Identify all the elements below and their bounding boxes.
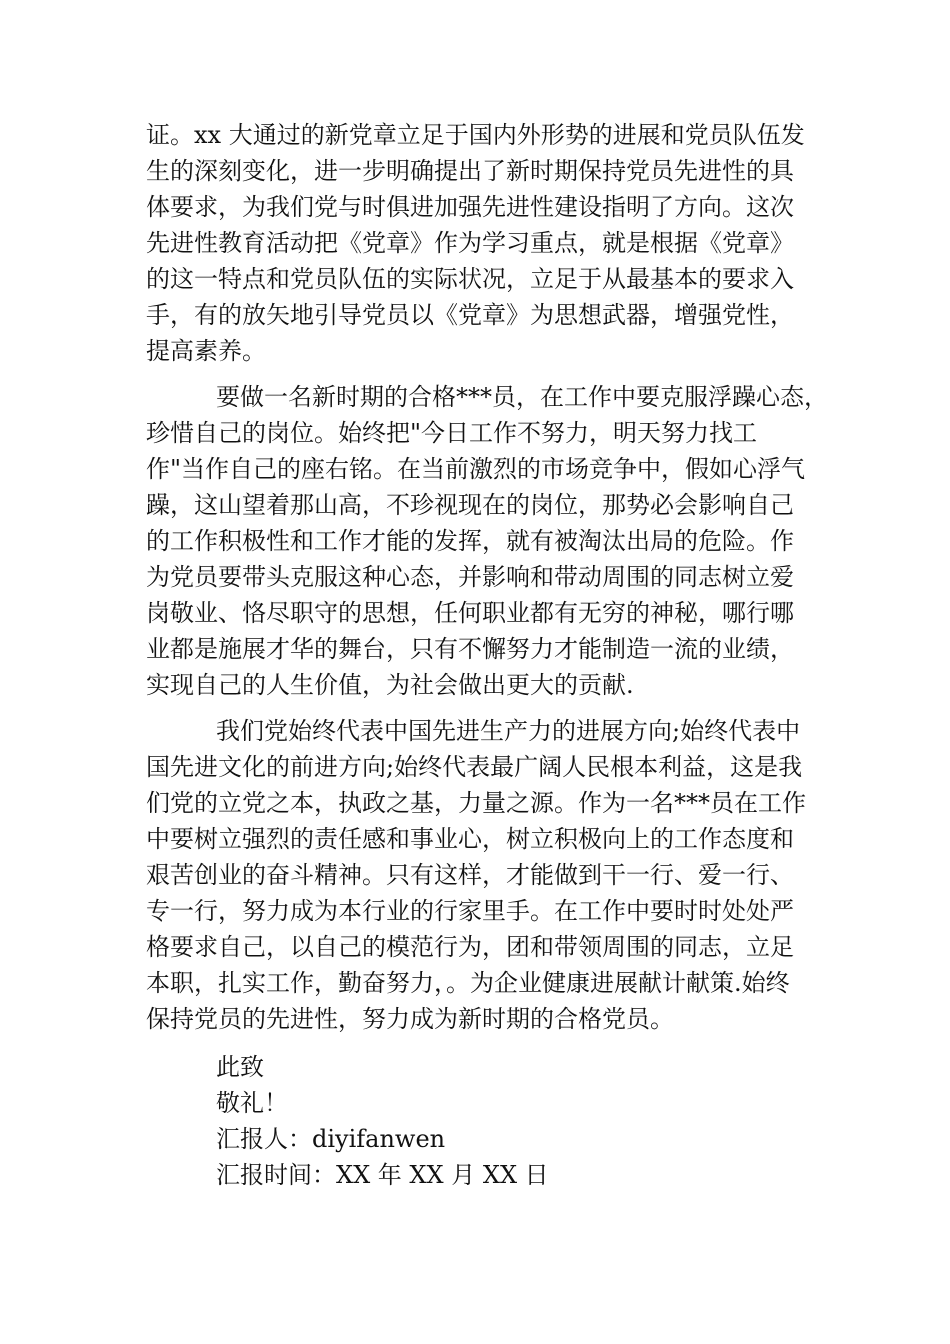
- text-line: 为党员要带头克服这种心态，并影响和带动周围的同志树立爱: [146, 563, 794, 591]
- text-line: 国先进文化的前进方向;始终代表最广阔人民根本利益，这是我: [146, 753, 803, 781]
- text-line: 艰苦创业的奋斗精神。只有这样，才能做到干一行、爱一行、: [146, 861, 794, 889]
- closing-regards: 敬礼！: [216, 1089, 288, 1117]
- text-line: 实现自己的人生价值，为社会做出更大的贡献.: [146, 671, 634, 699]
- text-line: 珍惜自己的岗位。始终把"今日工作不努力，明天努力找工: [146, 419, 758, 447]
- text-line: 保持党员的先进性，努力成为新时期的合格党员。: [146, 1005, 674, 1033]
- text-line: 生的深刻变化，进一步明确提出了新时期保持党员先进性的具: [146, 157, 794, 185]
- text-line: 证。xx 大通过的新党章立足于国内外形势的进展和党员队伍发: [146, 121, 805, 149]
- text-line: 业都是施展才华的舞台，只有不懈努力才能制造一流的业绩，: [146, 635, 794, 663]
- text-line: 专一行，努力成为本行业的行家里手。在工作中要时时处处严: [146, 897, 794, 925]
- report-date: 汇报时间：XX 年 XX 月 XX 日: [216, 1161, 549, 1189]
- text-line: 作"当作自己的座右铭。在当前激烈的市场竞争中，假如心浮气: [146, 455, 806, 483]
- text-line: 们党的立党之本，执政之基，力量之源。作为一名***员在工作: [146, 789, 806, 817]
- paragraph-first-line: 我们党始终代表中国先进生产力的进展方向;始终代表中: [216, 717, 801, 745]
- paragraph-first-line: 要做一名新时期的合格***员，在工作中要克服浮躁心态，: [216, 383, 828, 411]
- text-line: 手，有的放矢地引导党员以《党章》为思想武器，增强党性，: [146, 301, 794, 329]
- text-line: 提高素养。: [146, 337, 266, 365]
- text-line: 岗敬业、恪尽职守的思想，任何职业都有无穷的神秘，哪行哪: [146, 599, 794, 627]
- reporter-name: 汇报人：diyifanwen: [216, 1125, 446, 1153]
- text-line: 本职，扎实工作，勤奋努力，。为企业健康进展献计献策.始终: [146, 969, 790, 997]
- closing-salutation: 此致: [216, 1053, 264, 1081]
- text-line: 中要树立强烈的责任感和事业心，树立积极向上的工作态度和: [146, 825, 794, 853]
- text-line: 格要求自己，以自己的模范行为，团和带领周围的同志，立足: [146, 933, 794, 961]
- text-line: 的这一特点和党员队伍的实际状况，立足于从最基本的要求入: [146, 265, 794, 293]
- text-line: 的工作积极性和工作才能的发挥，就有被淘汰出局的危险。作: [146, 527, 794, 555]
- text-line: 躁，这山望着那山高，不珍视现在的岗位，那势必会影响自己: [146, 491, 794, 519]
- text-line: 先进性教育活动把《党章》作为学习重点，就是根据《党章》: [146, 229, 794, 257]
- text-line: 体要求，为我们党与时俱进加强先进性建设指明了方向。这次: [146, 193, 794, 221]
